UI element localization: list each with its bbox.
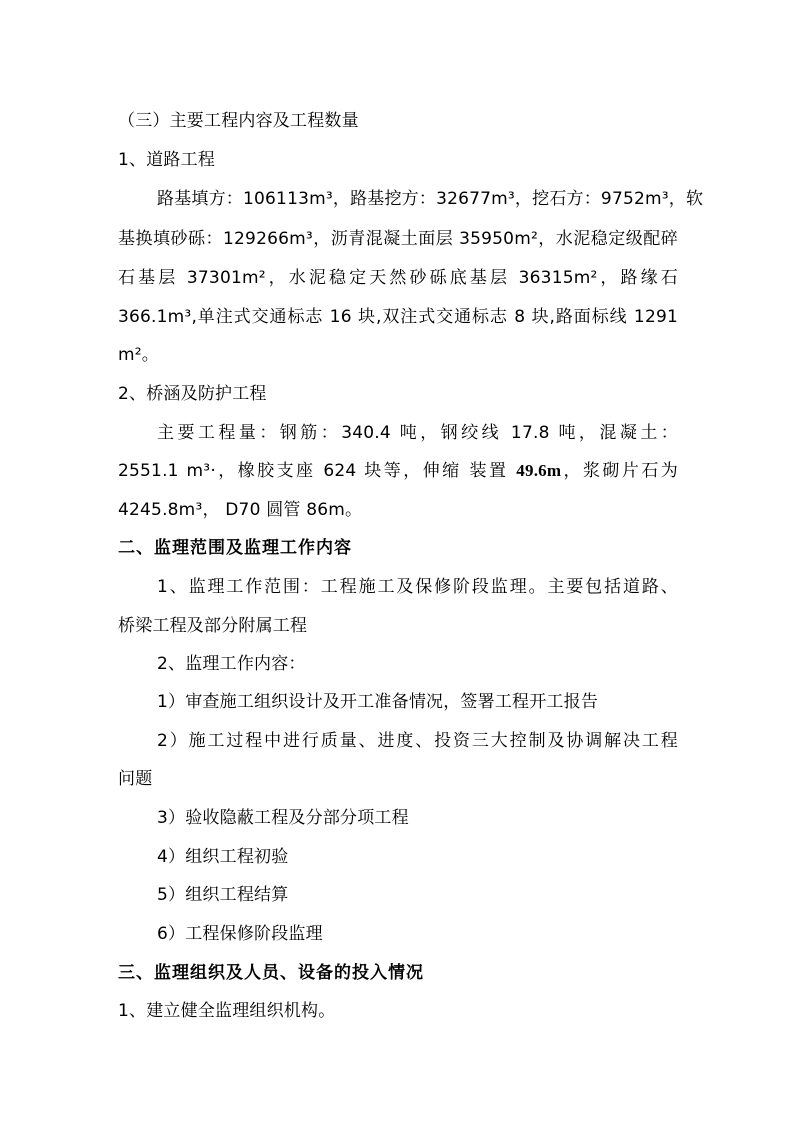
supervision-item-4: 4）组织工程初验: [157, 847, 289, 867]
section-heading-main-works: （三）主要工程内容及工程数量: [118, 111, 359, 131]
road-quantities-line-4: 366.1m³,单注式交通标志 16 块,双注式交通标志 8 块,路面标线 1291: [118, 307, 678, 327]
section-heading-organization: 三、监理组织及人员、设备的投入情况: [118, 963, 424, 983]
bridge-quantities-line-2: [118, 459, 678, 483]
road-quantities-line-2: 基换填砂砾：129266m³，沥青混凝土面层 35950m²，水泥稳定级配碎: [118, 229, 678, 249]
organization-item-1: 1、建立健全监理组织机构。: [118, 1001, 336, 1021]
scope-line-1: 1、监理工作范围：工程施工及保修阶段监理。主要包括道路、: [157, 577, 678, 597]
subheading-road-works: 1、道路工程: [118, 150, 216, 170]
bridge-line-2-part-c: ，浆砌片石为: [561, 461, 679, 481]
supervision-content-heading: 2、监理工作内容：: [157, 654, 306, 674]
supervision-item-3: 3）验收隐蔽工程及分部分项工程: [157, 808, 409, 828]
expansion-joint-length: 49.6m: [516, 461, 562, 480]
road-quantities-line-3: 石基层 37301m²，水泥稳定天然砂砾底基层 36315m²，路缘石: [118, 268, 678, 288]
supervision-item-1: 1）审查施工组织设计及开工准备情况，签署工程开工报告: [157, 692, 599, 712]
supervision-item-6: 6）工程保修阶段监理: [157, 924, 323, 944]
bridge-line-2-part-a: 2551.1 m³·，橡胶支座 624 块等，伸缩 装置: [118, 461, 517, 481]
bridge-quantities-line-3: 4245.8m³， D70 圆管 86m。: [118, 500, 363, 520]
subheading-bridge-works: 2、桥涵及防护工程: [118, 384, 267, 404]
supervision-item-5: 5）组织工程结算: [157, 885, 289, 905]
scope-line-2: 桥梁工程及部分附属工程: [118, 616, 308, 636]
road-quantities-line-5: m²。: [118, 345, 159, 365]
supervision-item-2-line-1: 2）施工过程中进行质量、进度、投资三大控制及协调解决工程: [157, 731, 678, 751]
supervision-item-2-line-2: 问题: [118, 769, 153, 789]
bridge-quantities-line-1: 主要工程量：钢筋：340.4 吨，钢绞线 17.8 吨，混凝土：: [157, 423, 678, 443]
road-quantities-line-1: 路基填方：106113m³，路基挖方：32677m³，挖石方：9752m³，软: [157, 189, 704, 209]
section-heading-supervision-scope: 二、监理范围及监理工作内容: [118, 538, 352, 558]
